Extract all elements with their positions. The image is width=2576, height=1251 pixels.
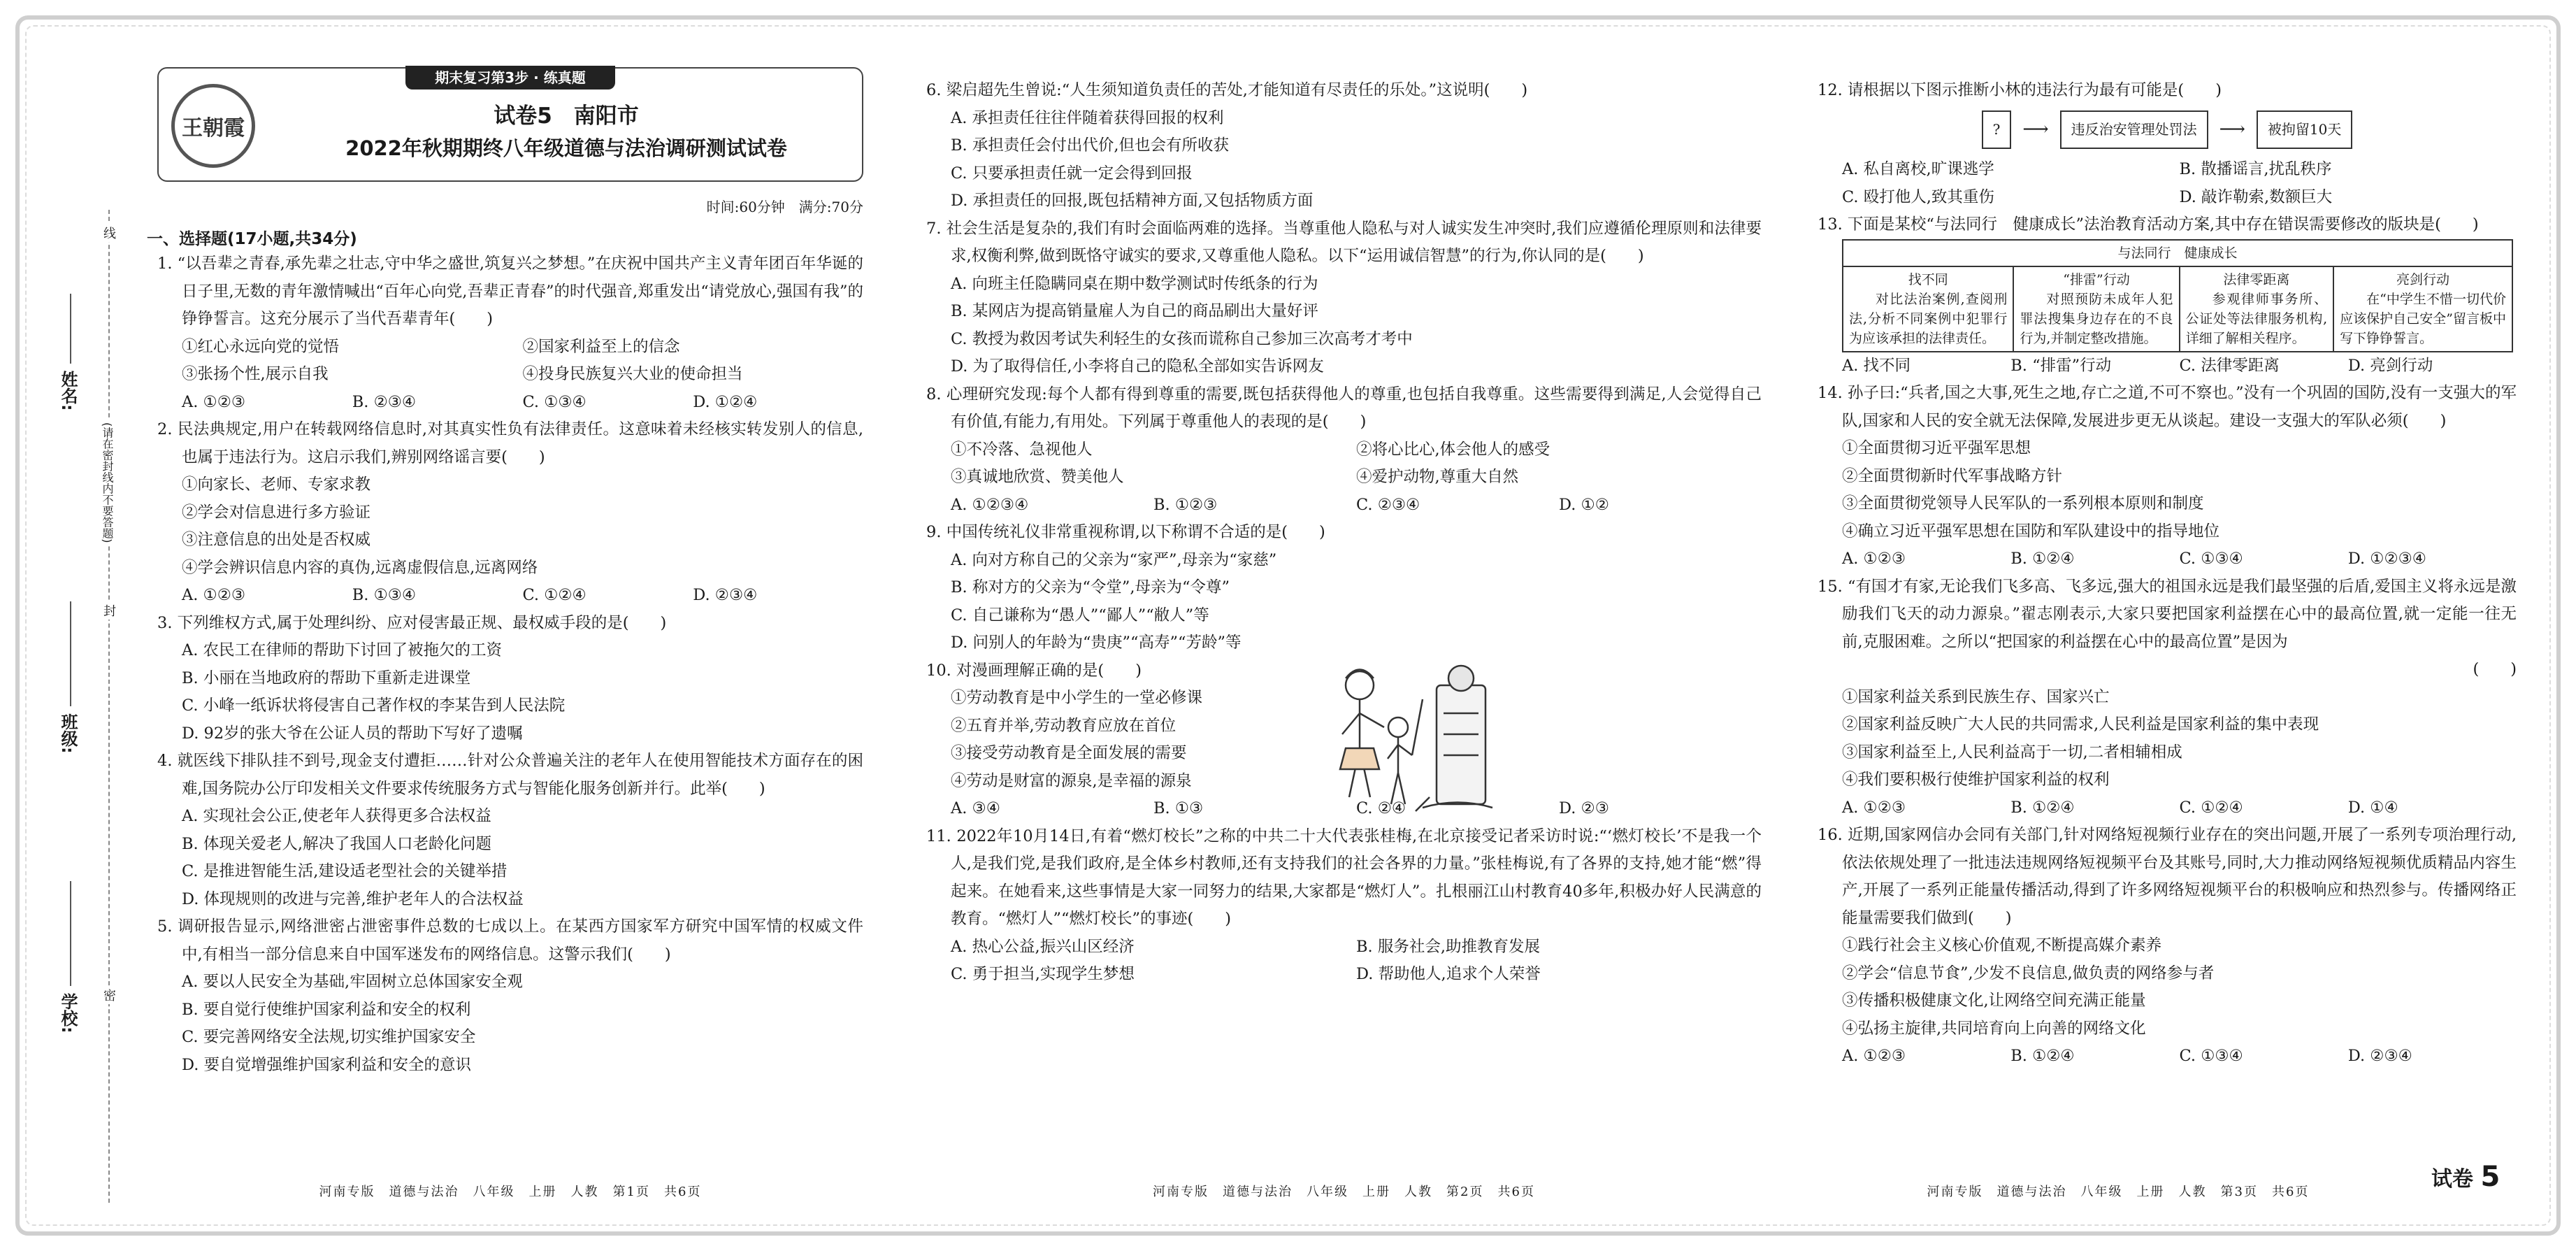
class-field-line bbox=[70, 601, 71, 706]
answer-choice: B. ①②③ bbox=[1153, 495, 1218, 514]
statement: ②国家利益至上的信念 bbox=[522, 337, 680, 356]
question-9 bbox=[926, 519, 1762, 657]
question-stem: 3. 下列维权方式,属于处理纠纷、应对侵害最正规、最权威手段的是( ) bbox=[157, 613, 667, 632]
statement: ③传播积极健康文化,让网络空间充满正能量 bbox=[1842, 992, 2146, 1010]
answer-choice: B. 要自觉行使维护国家利益和安全的权利 bbox=[182, 1000, 471, 1019]
seal-line bbox=[108, 210, 110, 1203]
table-cell bbox=[1843, 266, 2013, 352]
statement: ④投身民族复兴大业的使命担当 bbox=[522, 365, 743, 383]
question-16 bbox=[1818, 822, 2517, 1071]
answer-choice: C. ①③④ bbox=[2179, 1047, 2243, 1065]
section-title: 一、选择题(17小题,共34分) bbox=[147, 230, 357, 248]
flow-box-unknown: ? bbox=[1982, 110, 2012, 150]
cell-head: “排雷”行动 bbox=[2063, 271, 2130, 287]
answer-choice: C. 要完善网络安全法规,切实维护国家安全 bbox=[182, 1028, 476, 1046]
answer-choice: C. ①②④ bbox=[2179, 798, 2243, 817]
answer-choice: C. 法律零距离 bbox=[2179, 356, 2280, 375]
question-13 bbox=[1818, 211, 2517, 380]
question-stem: 7. 社会生活是复杂的,我们有时会面临两难的选择。当尊重他人隐私与对人诚实发生冲突时,我们应遵循伦理原则和法律要求,权衡利弊,做到既恪守诚实的要求,又尊重他人隐私。以下“运用诚信智慧”的行为,你认同的是( ) bbox=[926, 219, 1762, 265]
logo-text: 王朝霞 bbox=[182, 116, 245, 141]
statement: ①劳动教育是中小学生的一堂必修课 bbox=[951, 689, 1203, 707]
answer-choice: B. 某网店为提高销量雇人为自己的商品刷出大量好评 bbox=[951, 302, 1318, 320]
question-8 bbox=[926, 381, 1762, 520]
answer-choice: C. ②③④ bbox=[1356, 495, 1420, 514]
answer-choice: A. ①②③ bbox=[1842, 1047, 1906, 1065]
table-cell bbox=[2013, 266, 2179, 352]
cell-body: 参观律师事务所、公证处等法律服务机构,详细了解相关程序。 bbox=[2185, 291, 2328, 346]
page-number: 5 bbox=[2480, 1161, 2501, 1193]
question-12 bbox=[1818, 77, 2517, 211]
question-stem: 1. “以吾辈之青春,承先辈之壮志,守中华之盛世,筑复兴之梦想。”在庆祝中国共产主义青年团百年华诞的日子里,无数的青年激情喊出“百年心向党,吾辈正青春”的时代强音,郑重发出“请党放心,强国有我”的铮铮誓言。这充分展示了当代吾辈青年( ) bbox=[157, 255, 863, 328]
statement: ③全面贯彻党领导人民军队的一系列根本原则和制度 bbox=[1842, 494, 2204, 513]
answer-choice: D. 为了取得信任,小李将自己的隐私全部如实告诉网友 bbox=[951, 357, 1324, 376]
question-7 bbox=[926, 215, 1762, 381]
question-4 bbox=[157, 748, 863, 913]
question-2 bbox=[157, 416, 863, 610]
statement: ③接受劳动教育是全面发展的需要 bbox=[951, 744, 1187, 762]
answer-choice: B. ①②④ bbox=[2010, 550, 2075, 568]
statement: ④确立习近平强军思想在国防和军队建设中的指导地位 bbox=[1842, 522, 2220, 541]
answer-choice: D. ②③④ bbox=[693, 586, 758, 604]
answer-choice: A. ①②③ bbox=[182, 392, 246, 411]
exam-subtitle: 2022年秋期期终八年级道德与法治调研测试试卷 bbox=[345, 136, 787, 160]
answer-choice: A. 私自离校,旷课逃学 bbox=[1842, 160, 1994, 178]
question-11 bbox=[926, 823, 1762, 989]
answer-choice: C. ①③④ bbox=[2179, 550, 2243, 568]
answer-choice: B. ①③④ bbox=[352, 586, 417, 604]
brand-logo bbox=[171, 84, 255, 168]
table-cell bbox=[2333, 266, 2512, 352]
answer-choice: D. 敲诈勒索,数额巨大 bbox=[2179, 187, 2333, 206]
question-6 bbox=[926, 77, 1762, 215]
page-label: 试卷 bbox=[2431, 1167, 2473, 1192]
question-stem: 6. 梁启超先生曾说:“人生须知道负责任的苦处,才能知道有尽责任的乐处。”这说明( ) bbox=[926, 81, 1528, 99]
answer-choice: A. ①②③④ bbox=[951, 495, 1029, 514]
arrow-right-icon: ⟶ bbox=[2022, 118, 2049, 140]
question-3 bbox=[157, 610, 863, 748]
answer-choice: A. 热心公益,振兴山区经济 bbox=[951, 937, 1135, 956]
school-field-line bbox=[70, 881, 71, 986]
cell-head: 法律零距离 bbox=[2223, 271, 2290, 287]
statement: ②将心比心,体会他人的感受 bbox=[1356, 440, 1550, 459]
answer-choice: D. ②③ bbox=[1559, 799, 1609, 817]
answer-choice: D. 体现规则的改进与完善,维护老年人的合法权益 bbox=[182, 889, 524, 908]
header-banner: 期末复习第3步 · 练真题 bbox=[405, 66, 615, 90]
name-label: 姓名: bbox=[58, 371, 78, 411]
question-stem: 14. 孙子曰:“兵者,国之大事,死生之地,存亡之道,不可不察也。”没有一个巩固的国防,没有一支强大的军队,国家和人民的安全就无法保障,发展进步更无从谈起。建设一支强大的军队必须( ) bbox=[1818, 384, 2517, 430]
question-stem: 11. 2022年10月14日,有着“燃灯校长”之称的中共二十大代表张桂梅,在北京接受记者采访时说:“‘燃灯校长’不是我一个人,是我们党,是我们政府,是全体乡村教师,还有支持我们的社会各界的力量。”张桂梅说,有了各界的支持,她才能“燃”得起来。在她看来,这些事情是大家一同努力的结果,大家都是“燃灯人”。扎根丽江山村教育40多年,积极办好人民满意的教育。“燃灯人”“燃灯校长”的事迹( ) bbox=[926, 827, 1762, 928]
answer-choice: C. 教授为救因考试失利轻生的女孩而谎称自己参加三次高考才考中 bbox=[951, 329, 1413, 348]
arrow-right-icon: ⟶ bbox=[2219, 118, 2245, 140]
answer-choice: B. 散播谣言,扰乱秩序 bbox=[2179, 160, 2332, 178]
answer-choice: A. 实现社会公正,使老年人获得更多合法权益 bbox=[182, 807, 491, 825]
answer-choice: B. ②③④ bbox=[352, 392, 417, 411]
question-stem: 5. 调研报告显示,网络泄密占泄密事件总数的七成以上。在某西方国家军方研究中国军情的权威文件中,有相当一部分信息来自中国军迷发布的网络信息。这警示我们( ) bbox=[157, 917, 863, 964]
answer-choice: A. 农民工在律师的帮助下讨回了被拖欠的工资 bbox=[182, 641, 503, 659]
answer-choice: A. 承担责任往往伴随着获得回报的权利 bbox=[951, 108, 1224, 127]
flow-box-law: 违反治安管理处罚法 bbox=[2060, 110, 2208, 150]
cell-body: 对比法治案例,查阅刑法,分析不同案例中犯罪行为应该承担的法律责任。 bbox=[1849, 291, 2008, 346]
answer-choice: D. ①② bbox=[1559, 495, 1609, 514]
answer-choice: B. 体现关爱老人,解决了我国人口老龄化问题 bbox=[182, 834, 491, 853]
answer-choice: D. 要自觉增强维护国家利益和安全的意识 bbox=[182, 1055, 472, 1074]
answer-choice: C. ①②④ bbox=[522, 586, 587, 604]
answer-choice: C. 殴打他人,致其重伤 bbox=[1842, 187, 1994, 206]
seal-note: (请在密封线内不要答题) bbox=[99, 420, 115, 545]
name-field-line bbox=[70, 294, 71, 364]
time-info: 时间:60分钟 满分:70分 bbox=[706, 199, 863, 215]
table-title: 与法同行 健康成长 bbox=[1843, 240, 2512, 266]
question-stem: 15. “有国才有家,无论我们飞多高、飞多远,强大的祖国永远是我们最坚强的后盾,爱国主义将永远是激励我们飞天的动力源泉。”翟志刚表示,大家只要把国家利益摆在心中的最高位置,就一定能一往无前,克服困难。之所以“把国家的利益摆在心中的最高位置”是因为 bbox=[1818, 577, 2517, 651]
question-15 bbox=[1818, 573, 2517, 822]
page-footer-3: 河南专版 道德与法治 八年级 上册 人教 第3页 共6页 bbox=[1927, 1185, 2310, 1199]
statement: ①践行社会主义核心价值观,不断提高媒介素养 bbox=[1842, 936, 2162, 955]
answer-choice: B. ①②④ bbox=[2010, 1047, 2075, 1065]
exam-page-number bbox=[2431, 1161, 2500, 1193]
statement: ④劳动是财富的源泉,是幸福的源泉 bbox=[951, 771, 1192, 790]
flow-box-detained: 被拘留10天 bbox=[2257, 110, 2352, 150]
answer-choice: A. ①②③ bbox=[1842, 798, 1906, 817]
question-5 bbox=[157, 913, 863, 1079]
statement: ③注意信息的出处是否权威 bbox=[182, 531, 371, 549]
question-stem: 4. 就医线下排队挂不到号,现金支付遭拒……针对公众普遍关注的老年人在使用智能技术方面存在的困难,国务院办公厅印发相关文件要求传统服务方式与智能化服务创新并行。此举( ) bbox=[157, 752, 863, 798]
seal-mark-mi: 密 bbox=[99, 986, 117, 1004]
answer-choice: C. 自己谦称为“愚人”“鄙人”“敝人”等 bbox=[951, 606, 1209, 624]
statement: ①国家利益关系到民族生存、国家兴亡 bbox=[1842, 687, 2110, 706]
answer-choice: B. 承担责任会付出代价,但也会有所收获 bbox=[951, 136, 1229, 155]
statement: ①不冷落、急视他人 bbox=[951, 440, 1093, 459]
question-stem: 13. 下面是某校“与法同行 健康成长”法治教育活动方案,其中存在错误需要修改的版块是( ) bbox=[1818, 215, 2479, 234]
question-stem: 10. 对漫画理解正确的是( ) bbox=[926, 661, 1142, 680]
statement: ①红心永远向党的觉悟 bbox=[182, 337, 340, 356]
exam-title: 试卷5 南阳市 bbox=[494, 103, 639, 129]
answer-choice: C. ②④ bbox=[1356, 799, 1406, 817]
statement: ①向家长、老师、专家求教 bbox=[182, 476, 371, 494]
answer-choice: A. ③④ bbox=[951, 799, 1000, 817]
answer-choice: A. 找不同 bbox=[1842, 356, 1911, 375]
question-stem: 9. 中国传统礼仪非常重视称谓,以下称谓不合适的是( ) bbox=[926, 523, 1325, 541]
statement: ③国家利益至上,人民利益高于一切,二者相辅相成 bbox=[1842, 743, 2182, 762]
column-1 bbox=[147, 67, 863, 1079]
page-footer-2: 河南专版 道德与法治 八年级 上册 人教 第2页 共6页 bbox=[1153, 1185, 1535, 1199]
page-footer-1: 河南专版 道德与法治 八年级 上册 人教 第1页 共6页 bbox=[319, 1185, 702, 1199]
answer-choice: A. 向班主任隐瞒同桌在期中数学测试时传纸条的行为 bbox=[951, 274, 1318, 293]
answer-choice: C. ①③④ bbox=[522, 392, 587, 411]
answer-choice: D. ①②④ bbox=[693, 392, 758, 411]
answer-choice: B. ①②④ bbox=[2010, 798, 2075, 817]
class-label: 班级: bbox=[58, 713, 78, 754]
seal-mark-line: 线 bbox=[99, 224, 117, 242]
statement: ①全面贯彻习近平强军思想 bbox=[1842, 439, 2031, 457]
question-stem: 16. 近期,国家网信办会同有关部门,针对网络短视频行业存在的突出问题,开展了一系列专项治理行动,依法依规处理了一批违法违规网络短视频平台及其账号,同时,大力推动网络短视频优质精品内容生产,开展了一系列正能量传播活动,得到了许多网络短视频平台的积极响应和热烈参与。传播网络正能量需要我们做到( ) bbox=[1818, 826, 2517, 927]
answer-choice: D. 帮助他人,追求个人荣誉 bbox=[1356, 965, 1541, 983]
statement: ③真诚地欣赏、赞美他人 bbox=[951, 468, 1124, 486]
answer-choice: C. 勇于担当,实现学生梦想 bbox=[951, 965, 1135, 983]
statement: ④爱护动物,尊重大自然 bbox=[1356, 468, 1519, 486]
activity-table bbox=[1842, 239, 2513, 352]
answer-choice: C. 是推进智能生活,建设适老型社会的关键举措 bbox=[182, 862, 508, 880]
answer-choice: B. 小丽在当地政府的帮助下重新走进课堂 bbox=[182, 669, 471, 687]
answer-choice: D. 92岁的张大爷在公证人员的帮助下写好了遗嘱 bbox=[182, 724, 523, 743]
statement: ②学会“信息节食”,少发不良信息,做负责的网络参与者 bbox=[1842, 964, 2215, 982]
answer-choice: B. 称对方的父亲为“令堂”,母亲为“令尊” bbox=[951, 578, 1230, 596]
cell-body: 在“中学生不惜一切代价应该保护自己安全”留言板中写下铮铮誓言。 bbox=[2340, 291, 2506, 346]
column-2 bbox=[926, 77, 1762, 989]
cell-head: 找不同 bbox=[1908, 271, 1948, 287]
answer-choice: C. 小峰一纸诉状将侵害自己著作权的李某告到人民法院 bbox=[182, 696, 566, 715]
answer-choice: D. ①④ bbox=[2347, 798, 2398, 817]
statement: ②学会对信息进行多方验证 bbox=[182, 503, 371, 522]
answer-choice: D. 承担责任的回报,既包括精神方面,又包括物质方面 bbox=[951, 192, 1314, 210]
cell-body: 对照预防未成年人犯罪法搜集身边存在的不良行为,并制定整改措施。 bbox=[2020, 291, 2173, 346]
binding-rail bbox=[56, 210, 133, 1203]
answer-paren: ( ) bbox=[2473, 660, 2517, 678]
answer-choice: A. ①②③ bbox=[1842, 550, 1906, 568]
flow-diagram bbox=[1818, 110, 2517, 150]
answer-choice: B. ①③ bbox=[1153, 799, 1204, 817]
answer-choice: D. ①②③④ bbox=[2347, 550, 2426, 568]
school-label: 学校: bbox=[58, 993, 78, 1034]
answer-choice: C. 只要承担责任就一定会得到回报 bbox=[951, 164, 1193, 183]
question-10 bbox=[926, 657, 1762, 823]
answer-choice: A. 向对方称自己的父亲为“家严”,母亲为“家慈” bbox=[951, 550, 1277, 569]
table-cell bbox=[2180, 266, 2334, 352]
statement: ②五育并举,劳动教育应放在首位 bbox=[951, 716, 1177, 735]
statement: ④弘扬主旋律,共同培育向上向善的网络文化 bbox=[1842, 1019, 2146, 1038]
answer-choice: D. 亮剑行动 bbox=[2347, 356, 2433, 375]
exam-header bbox=[157, 67, 863, 182]
question-1 bbox=[157, 250, 863, 416]
answer-choice: D. ②③④ bbox=[2347, 1047, 2412, 1065]
answer-choice: A. ①②③ bbox=[182, 586, 246, 604]
question-stem: 12. 请根据以下图示推断小林的违法行为最有可能是( ) bbox=[1818, 81, 2222, 99]
question-14 bbox=[1818, 380, 2517, 573]
statement: ④我们要积极行使维护国家利益的权利 bbox=[1842, 771, 2110, 789]
labor-education-cartoon bbox=[1318, 657, 1499, 818]
statement: ③张扬个性,展示自我 bbox=[182, 365, 329, 383]
statement: ④学会辨识信息内容的真伪,远离虚假信息,远离网络 bbox=[182, 558, 538, 577]
statement: ②国家利益反映广大人民的共同需求,人民利益是国家利益的集中表现 bbox=[1842, 715, 2319, 734]
seal-mark-feng: 封 bbox=[99, 601, 117, 620]
answer-choice: A. 要以人民安全为基础,牢固树立总体国家安全观 bbox=[182, 973, 523, 991]
answer-choice: B. 服务社会,助推教育发展 bbox=[1356, 937, 1540, 956]
question-stem: 2. 民法典规定,用户在转载网络信息时,对其真实性负有法律责任。这意味着未经核实转发别人的信息,也属于违法行为。这启示我们,辨别网络谣言要( ) bbox=[157, 420, 863, 466]
column-3 bbox=[1818, 77, 2517, 1071]
question-stem: 8. 心理研究发现:每个人都有得到尊重的需要,既包括获得他人的尊重,也包括自我尊重。这些需要得到满足,人会觉得自己有价值,有能力,有用处。下列属于尊重他人的表现的是( ) bbox=[926, 385, 1762, 431]
statement: ②全面贯彻新时代军事战略方针 bbox=[1842, 466, 2063, 485]
answer-choice: B. “排雷”行动 bbox=[2010, 356, 2112, 375]
answer-choice: D. 问别人的年龄为“贵庚”“高寿”“芳龄”等 bbox=[951, 634, 1242, 652]
cell-head: 亮剑行动 bbox=[2396, 271, 2450, 287]
